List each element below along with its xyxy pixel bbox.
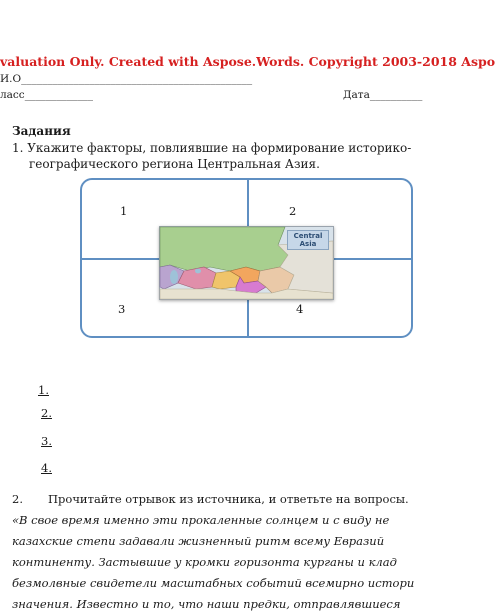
answer-line-2: 2. (41, 406, 52, 420)
section-title: Задания (12, 124, 71, 138)
task1-text-line2: географического региона Центральная Азия. (29, 157, 320, 171)
map-title-badge: Central Asia (287, 230, 329, 250)
quadrant-label-4: 4 (296, 302, 304, 316)
date-field: Дата__________ (343, 89, 423, 101)
quadrant-label-1: 1 (120, 204, 128, 218)
quadrant-label-2: 2 (289, 204, 297, 218)
answer-line-4: 4. (41, 461, 52, 475)
evaluation-watermark: valuation Only. Created with Aspose.Words. Copyright 2003-2018 Aspo (0, 54, 495, 69)
quote-line-3: континенту. Застывшие у кромки горизонта курганы и клад (12, 555, 397, 569)
answer-line-3: 3. (41, 434, 52, 448)
quote-line-1: «В свое время именно эти прокаленные солнцем и с виду не (12, 513, 390, 527)
answer-line-1: 1. (38, 383, 49, 397)
quote-line-5: значения. Известно и то, что наши предки, отправлявшиеся (12, 597, 401, 611)
name-field: И.О____________________________________________ (0, 73, 253, 85)
task2-prompt: Прочитайте отрывок из источника, и ответьте на вопросы. (48, 492, 409, 506)
quote-line-2: казахские степи задавали жизненный ритм всему Евразий (12, 534, 385, 548)
quote-line-4: безмолвные свидетели масштабных событий всемирно истори (12, 576, 415, 590)
class-field: ласс_____________ (0, 89, 93, 101)
task2-number: 2. (12, 492, 23, 506)
central-asia-map (159, 226, 334, 300)
task1-text-line1: 1. Укажите факторы, повлиявшие на формирование историко- (12, 141, 412, 155)
quadrant-label-3: 3 (118, 302, 126, 316)
